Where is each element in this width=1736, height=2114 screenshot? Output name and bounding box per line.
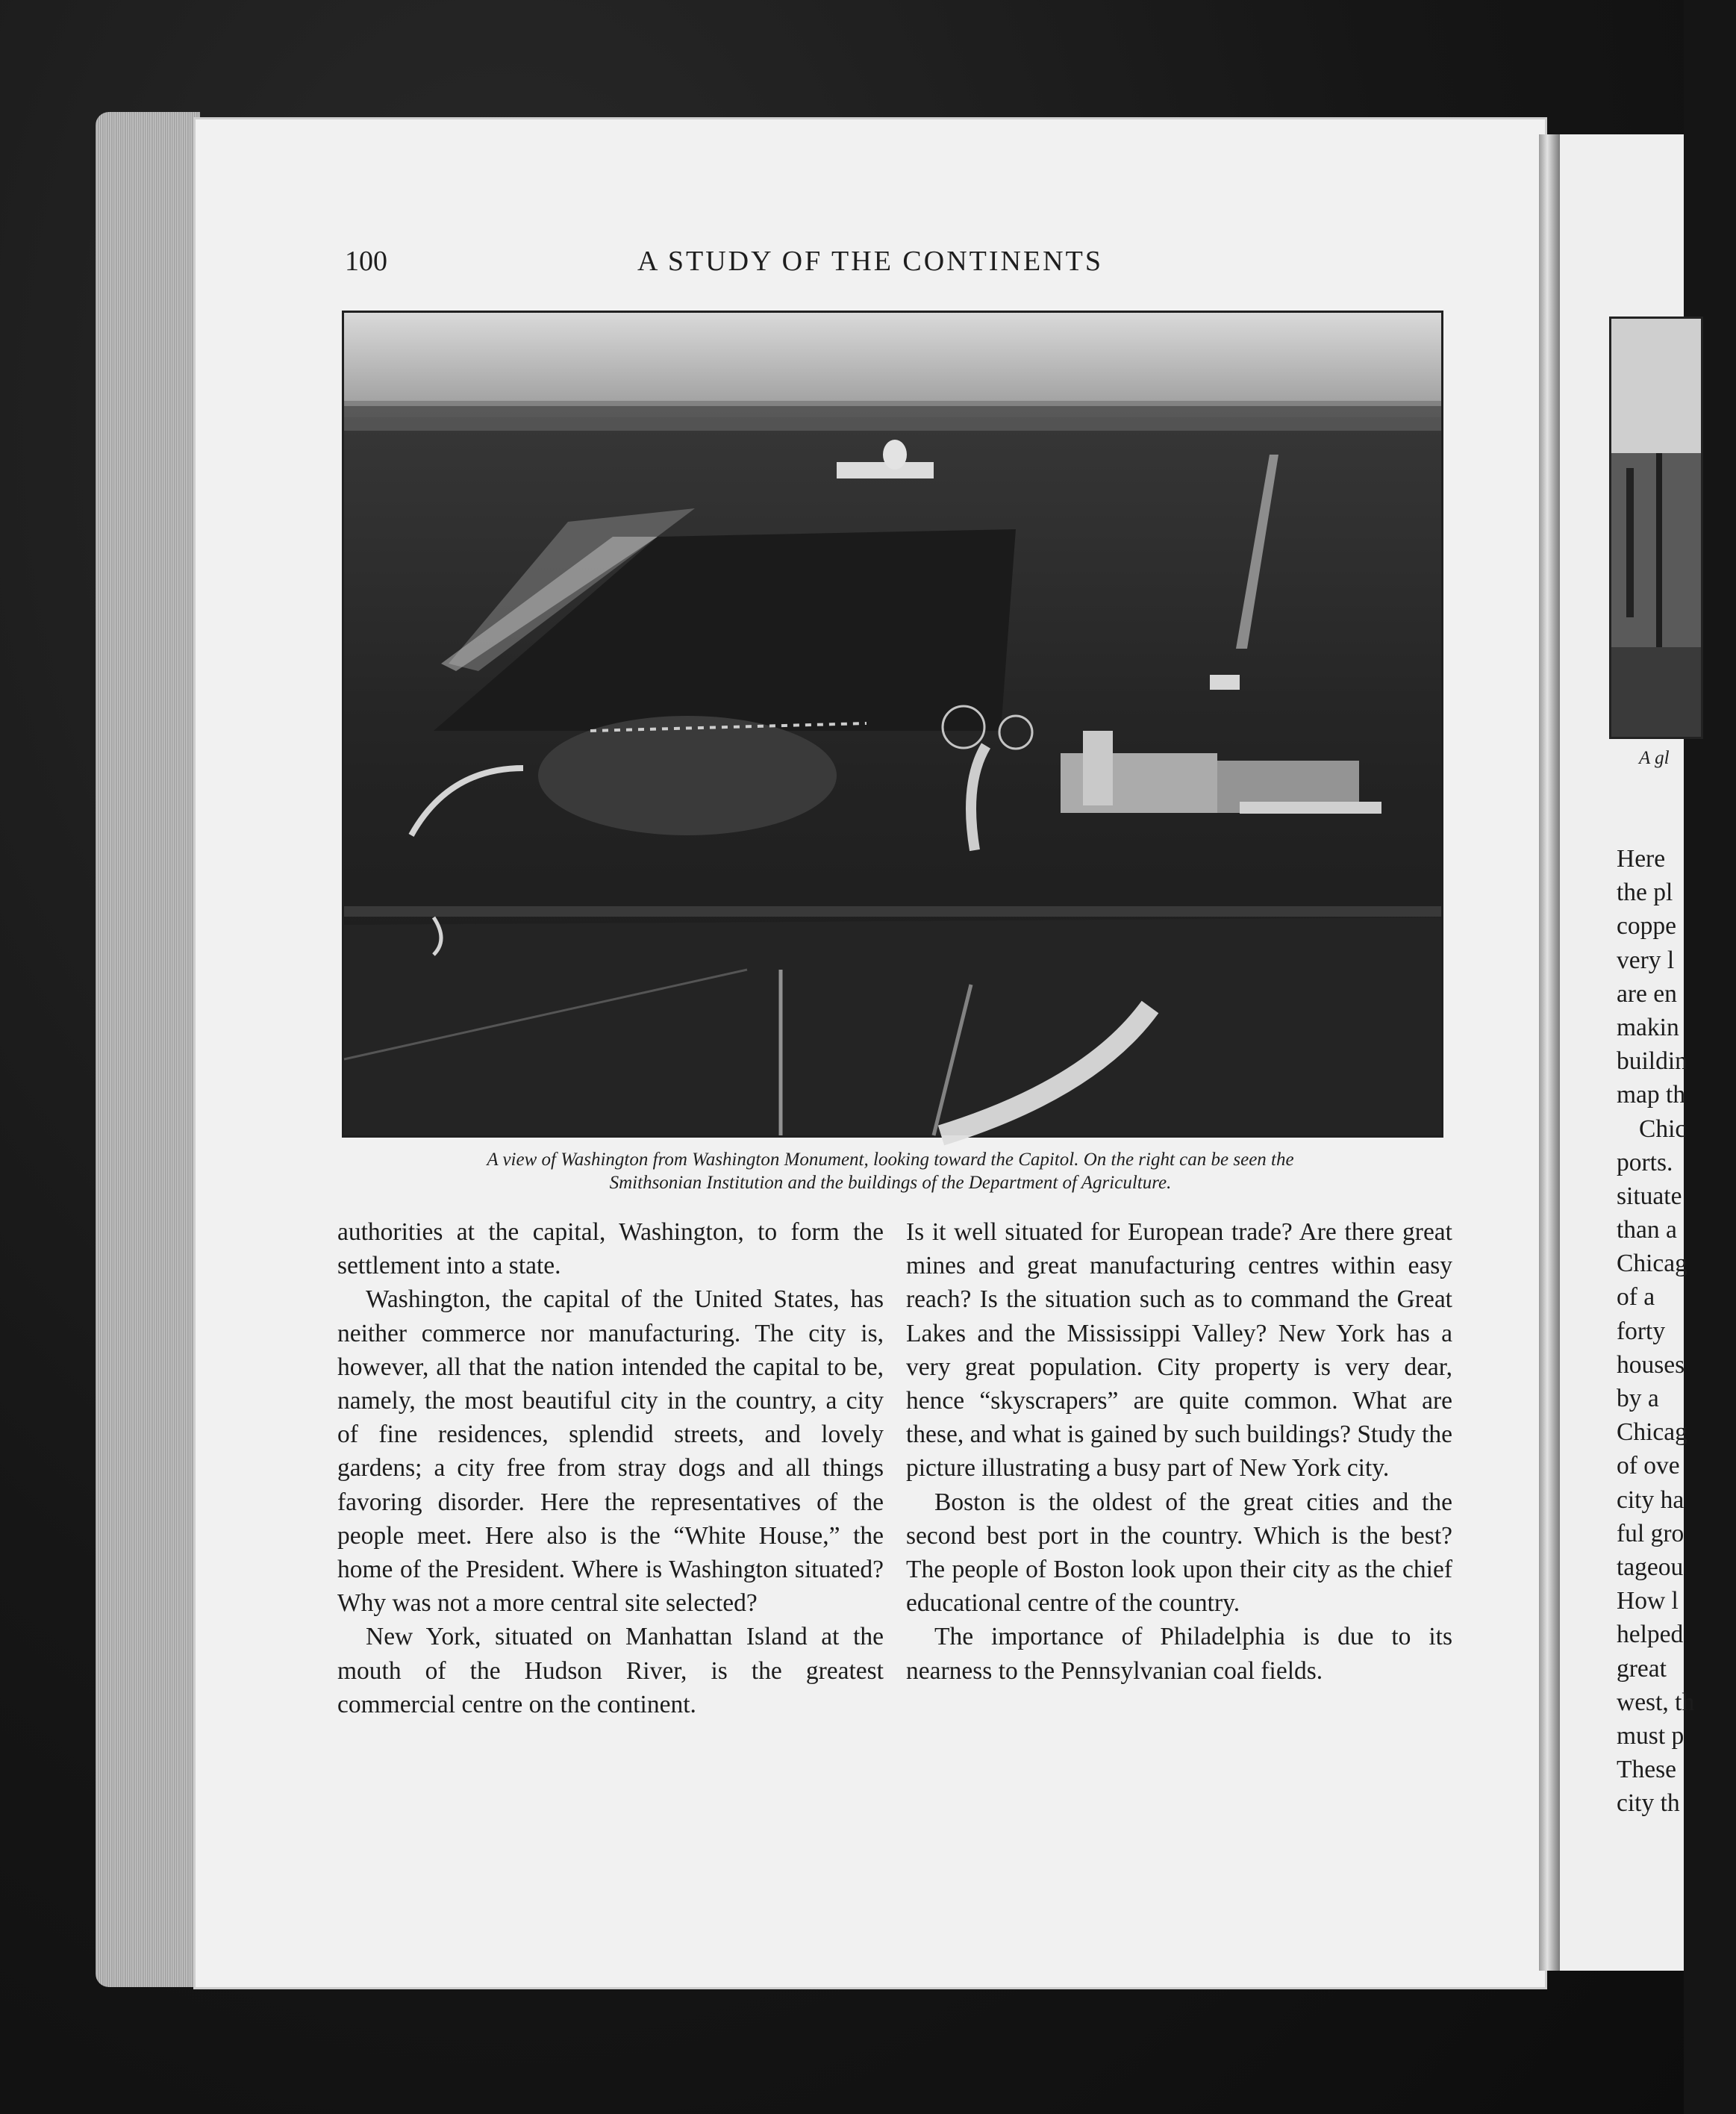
- page-number: 100: [345, 246, 387, 277]
- paragraph: Boston is the oldest of the great cities and the second best port in the country. Which is the best? The people of Boston look upon their city as the chief educational centre of the country.: [906, 1488, 1452, 1618]
- facing-page-line: tageou: [1617, 1553, 1684, 1581]
- facing-page-line: ports.: [1617, 1148, 1673, 1176]
- facing-page-line: How l: [1617, 1587, 1679, 1615]
- facing-page-line: of ove: [1617, 1452, 1680, 1480]
- facing-page-line: city th: [1617, 1789, 1680, 1818]
- facing-page-line: city ha: [1617, 1485, 1685, 1514]
- facing-page-line: Chic: [1639, 1114, 1687, 1143]
- right-column: [906, 1215, 1452, 1688]
- facing-page-line: west, th: [1617, 1688, 1695, 1716]
- book-gutter: [1539, 134, 1560, 1971]
- facing-page-line: great: [1617, 1654, 1667, 1683]
- photo-illustration: [344, 313, 1441, 1135]
- facing-page-line: Chicag: [1617, 1250, 1687, 1278]
- paragraph: The importance of Philadelphia is due to its nearness to the Pennsylvanian coal fields.: [906, 1623, 1452, 1685]
- facing-page-line: map th: [1617, 1081, 1686, 1109]
- facing-page-line: very l: [1617, 946, 1675, 974]
- facing-page-line: ful gro: [1617, 1519, 1685, 1547]
- facing-page-text: [1617, 842, 1736, 1820]
- facing-page-line: houses: [1617, 1350, 1685, 1379]
- facing-page-line: These: [1617, 1756, 1676, 1784]
- facing-page-line: buildin: [1617, 1047, 1687, 1076]
- facing-page-line: the pl: [1617, 879, 1673, 907]
- paragraph: Is it well situated for European trade? Are there great mines and great manufacturing centres within easy reach? Is the situation such as to command the Great Lakes and the Mississippi Valley? New York has a very great population. City property is very dear, hence “skyscrapers” are quite common. What are these, and what is gained by such buildings? Study the picture illustrating a busy part of New York city.: [906, 1218, 1452, 1482]
- facing-page-line: than a: [1617, 1216, 1677, 1244]
- facing-page-fragment: [1560, 134, 1695, 1971]
- facing-photo-illustration: [1611, 319, 1701, 737]
- paragraph: authorities at the capital, Washington, to form the settlement into a state.: [337, 1218, 884, 1280]
- facing-page-line: forty: [1617, 1317, 1666, 1345]
- washington-aerial-photo: [342, 311, 1443, 1138]
- facing-page-caption: A gl: [1639, 748, 1670, 768]
- facing-page-line: makin: [1617, 1013, 1679, 1041]
- facing-page-line: of a: [1617, 1283, 1655, 1312]
- book-page-edges: [96, 112, 200, 1987]
- running-head: A STUDY OF THE CONTINENTS: [637, 246, 1103, 277]
- caption-line-2: Smithsonian Institution and the buildings of the Department of Agriculture.: [609, 1173, 1172, 1193]
- facing-page-line: helped: [1617, 1621, 1684, 1649]
- book-page: [196, 119, 1545, 1987]
- paragraph: Washington, the capital of the United States, has neither commerce nor manufacturing. The city is, however, all that the nation intended the capital to be, namely, the most beautiful city in the country, a city of fine residences, splendid streets, and lovely gardens; a city free from stray dogs and all things favoring disorder. Here the representatives of the people meet. Here also is the “White House,” the home of the President. Where is Washington situated? Why was not a more central site selected?: [337, 1285, 884, 1618]
- left-column: [337, 1215, 884, 1721]
- facing-page-line: Chicag: [1617, 1418, 1687, 1447]
- facing-page-photo: [1609, 317, 1703, 739]
- facing-page-line: must p: [1617, 1721, 1685, 1750]
- facing-page-line: situate: [1617, 1182, 1682, 1210]
- caption-line-1: A view of Washington from Washington Monument, looking toward the Capitol. On the right can be seen the: [487, 1150, 1294, 1170]
- facing-page-line: are en: [1617, 979, 1677, 1008]
- paragraph: New York, situated on Manhattan Island at the mouth of the Hudson River, is the greatest commercial centre on the continent.: [337, 1623, 884, 1718]
- facing-page-line: Here: [1617, 845, 1666, 873]
- photo-caption: [342, 1148, 1439, 1194]
- facing-page-line: coppe: [1617, 912, 1676, 941]
- facing-page-line: by a: [1617, 1385, 1659, 1412]
